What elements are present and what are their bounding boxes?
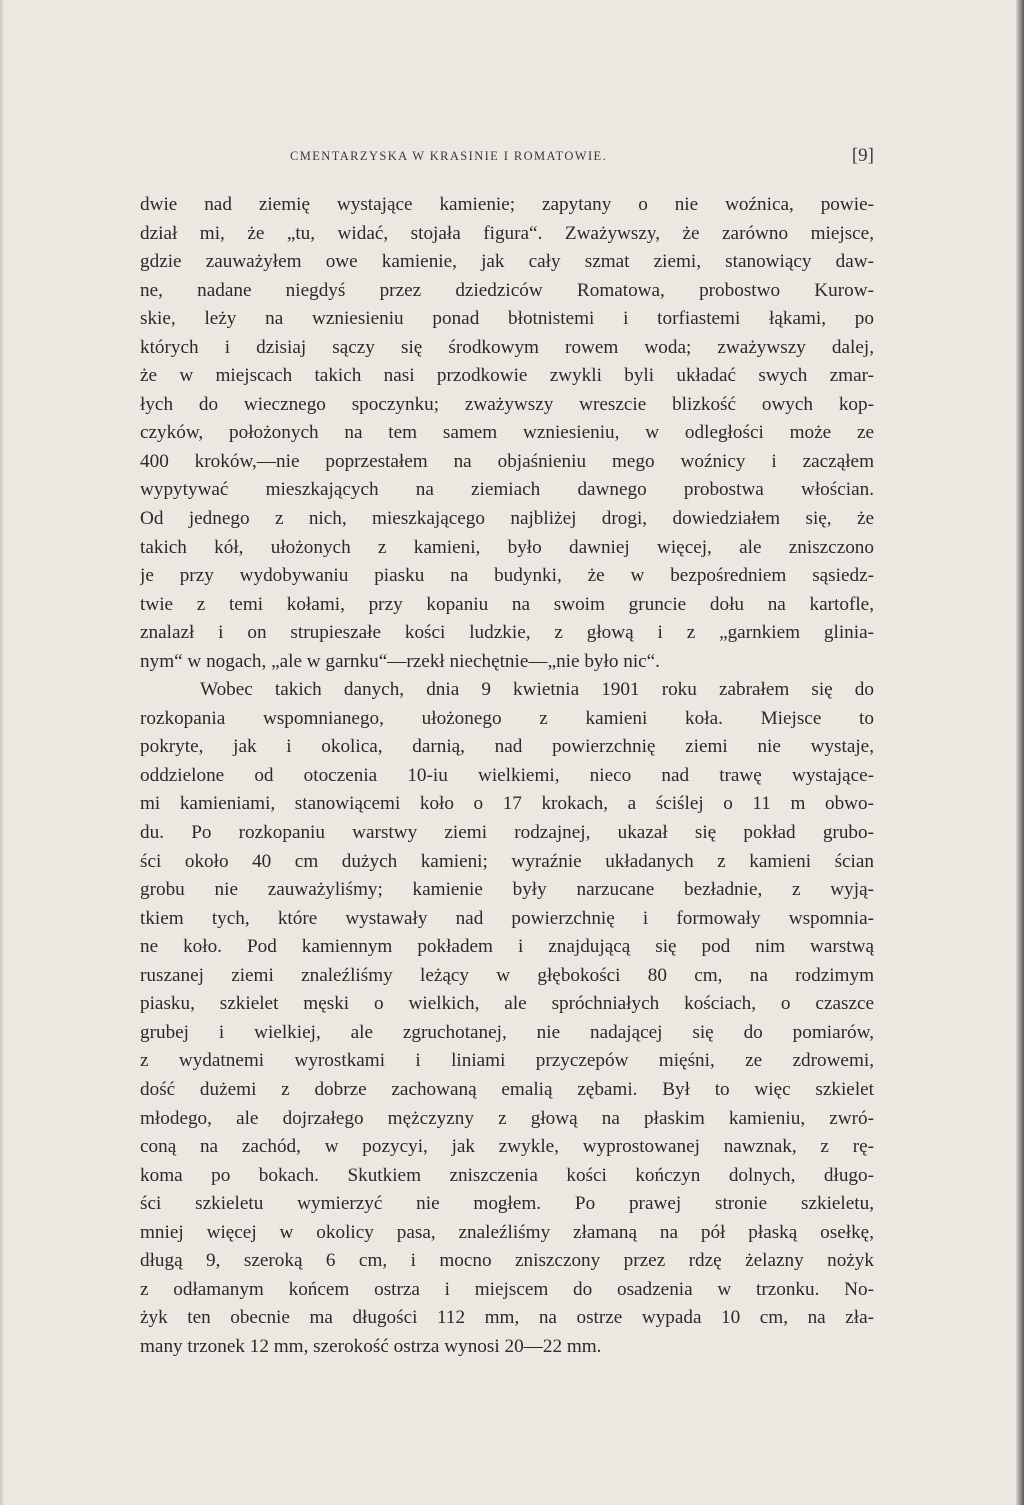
text-line: grubej i wielkiej, ale zgruchotanej, nie nadającej się do pomiarów, xyxy=(140,1021,874,1043)
text-line: skie, leży na wzniesieniu ponad błotnistemi i torfiastemi łąkami, po xyxy=(140,308,874,330)
text-line: Wobec takich danych, dnia 9 kwietnia 1901 roku zabrałem się do xyxy=(200,679,874,701)
page-header xyxy=(140,145,874,169)
text-line: coną na zachód, w pozycyi, jak zwykle, wyprostowanej nawznak, z rę- xyxy=(140,1136,874,1158)
text-line: 400 kroków,—nie poprzestałem na objaśnieniu mego woźnicy i zacząłem xyxy=(140,450,874,472)
text-line: ruszanej ziemi znaleźliśmy leżący w głębokości 80 cm, na rodzimym xyxy=(140,964,874,986)
text-line: rozkopania wspomnianego, ułożonego z kamieni koła. Miejsce to xyxy=(140,707,874,729)
text-line: których i dzisiaj sączy się środkowym rowem woda; zważywszy dalej, xyxy=(140,336,874,358)
text-line: dość dużemi z dobrze zachowaną emalią zębami. Był to więc szkielet xyxy=(140,1078,874,1100)
text-line: żyk ten obecnie ma długości 112 mm, na ostrze wypada 10 cm, na zła- xyxy=(140,1307,874,1329)
text-line: dwie nad ziemię wystające kamienie; zapytany o nie woźnica, powie- xyxy=(140,194,874,215)
text-line: długą 9, szeroką 6 cm, i mocno zniszczony przez rdzę żelazny nożyk xyxy=(140,1250,874,1272)
body-text xyxy=(140,191,874,1361)
text-line: znalazł i on strupieszałe kości ludzkie, z głową i z „garnkiem glinia- xyxy=(140,622,874,644)
text-line: z odłamanym końcem ostrza i miejscem do osadzenia w trzonku. No- xyxy=(140,1278,874,1300)
page-right-edge xyxy=(1016,0,1024,1505)
text-line: z wydatnemi wyrostkami i liniami przyczepów mięśni, ze zdrowemi, xyxy=(140,1050,874,1072)
text-line: tkiem tych, które wystawały nad powierzchnię i formowały wspomnia- xyxy=(140,907,874,929)
text-line: ści około 40 cm dużych kamieni; wyraźnie układanych z kamieni ścian xyxy=(140,850,874,872)
text-line: takich kół, ułożonych z kamieni, było dawniej więcej, ale zniszczono xyxy=(140,536,874,558)
page-left-edge xyxy=(0,0,4,1505)
text-line: mniej więcej w okolicy pasa, znaleźliśmy złamaną na pół płaską osełkę, xyxy=(140,1221,874,1243)
text-line: ne, nadane niegdyś przez dziedziców Romatowa, probostwo Kurow- xyxy=(140,279,874,301)
text-line: je przy wydobywaniu piasku na budynki, że w bezpośredniem sąsiedz- xyxy=(140,565,874,587)
text-line: du. Po rozkopaniu warstwy ziemi rodzajnej, ukazał się pokład grubo- xyxy=(140,822,874,844)
text-line: oddzielone od otoczenia 10-iu wielkiemi, nieco nad trawę wystające- xyxy=(140,764,874,786)
text-line: many trzonek 12 mm, szerokość ostrza wynosi 20—22 mm. xyxy=(140,1335,602,1357)
text-line: pokryte, jak i okolica, darnią, nad powierzchnię ziemi nie wystaje, xyxy=(140,736,874,758)
paragraph-1 xyxy=(140,191,874,676)
text-line: twie z temi kołami, przy kopaniu na swoim gruncie dołu na kartofle, xyxy=(140,593,874,615)
text-line: ści szkieletu wymierzyć nie mogłem. Po prawej stronie szkieletu, xyxy=(140,1193,874,1215)
text-line: ne koło. Pod kamiennym pokładem i znajdującą się pod nim warstwą xyxy=(140,936,874,958)
text-line: czyków, położonych na tem samem wzniesieniu, w odległości może ze xyxy=(140,422,874,444)
text-line: grobu nie zauważyliśmy; kamienie były narzucane bezładnie, z wyją- xyxy=(140,879,874,901)
text-line: łych do wiecznego spoczynku; zważywszy wreszcie blizkość owych kop- xyxy=(140,393,874,415)
text-line: koma po bokach. Skutkiem zniszczenia kości kończyn dolnych, długo- xyxy=(140,1164,874,1186)
text-line: że w miejscach takich nasi przodkowie zwykli byli układać swych zmar- xyxy=(140,365,874,387)
text-line: wypytywać mieszkających na ziemiach dawnego probostwa włościan. xyxy=(140,479,874,501)
text-line: piasku, szkielet męski o wielkich, ale spróchniałych kościach, o czaszce xyxy=(140,993,874,1015)
paragraph-2 xyxy=(140,676,874,1361)
text-line: nym“ w nogach, „ale w garnku“—rzekł niechętnie—„nie było nic“. xyxy=(140,650,660,672)
page-number: [9] xyxy=(851,145,874,166)
text-line: mi kamieniami, stanowiącemi koło o 17 krokach, a ściślej o 11 m obwo- xyxy=(140,793,874,815)
text-line: dział mi, że „tu, widać, stojała figura“. Zważywszy, że zarówno miejsce, xyxy=(140,222,874,244)
text-line: Od jednego z nich, mieszkającego najbliżej drogi, dowiedziałem się, że xyxy=(140,508,874,530)
text-line: gdzie zauważyłem owe kamienie, jak cały szmat ziemi, stanowiący daw- xyxy=(140,251,874,273)
running-title: CMENTARZYSKA W KRASINIE I ROMATOWIE. xyxy=(290,149,608,163)
text-line: młodego, ale dojrzałego mężczyzny z głową na płaskim kamieniu, zwró- xyxy=(140,1107,874,1129)
